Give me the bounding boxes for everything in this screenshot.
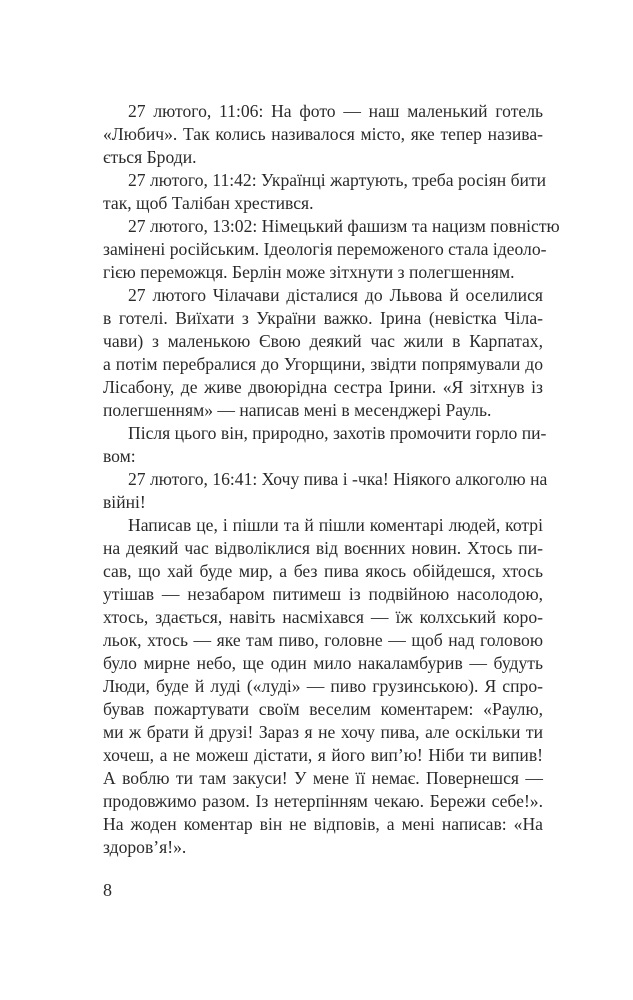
text-line: бував пожартувати своїм веселим коментарем: «Раулю, (103, 699, 543, 719)
text-line: замінені російським. Ідеологія переможеного стала ідеоло- (103, 239, 547, 259)
text-line: 27 лютого, 13:02: Німецький фашизм та нацизм повністю (128, 216, 560, 236)
text-line: льок, хтось — яке там пиво, головне — щоб над головою (103, 630, 543, 650)
text-line: чави) з маленькою Євою деякий час жили в Карпатах, (103, 331, 543, 351)
text-line: А воблю ти там закуси! У мене її немає. Повернешся — (103, 768, 543, 788)
text-line: Люди, буде й луді («луді» — пиво грузинською). Я спро- (103, 676, 543, 696)
text-line: ми ж брати й друзі! Зараз я не хочу пива, але оскільки ти (103, 722, 543, 742)
text-line: війні! (103, 492, 146, 512)
text-line: сав, що хай буде мир, а без пива якось обійдешся, хтось (103, 561, 543, 581)
text-line: на деякий час відволіклися від воєнних новин. Хтось пи- (103, 538, 543, 558)
page-number: 8 (103, 880, 112, 900)
text-line: вом: (103, 446, 136, 466)
text-line: хтось, здається, навіть насміхався — їж колхський коро- (103, 607, 543, 627)
text-line: продовжимо разом. Із нетерпінням чекаю. Бережи себе!». (103, 791, 543, 811)
text-line: хочеш, а не можеш дістати, я його вип’ю! Ніби ти випив! (103, 745, 543, 765)
text-line: На жоден коментар він не відповів, а мені написав: «На (103, 814, 543, 834)
text-line: 27 лютого Чілачави дісталися до Львова й оселилися (128, 285, 543, 305)
text-line: 27 лютого, 11:42: Українці жартують, треба росіян бити (128, 170, 547, 190)
text-line: здоров’я!». (103, 837, 187, 857)
text-line: Після цього він, природно, захотів промочити горло пи- (128, 423, 547, 443)
text-line: Лісабону, де живе двоюрідна сестра Ірини. «Я зітхнув із (103, 377, 543, 397)
page-body-text (103, 100, 560, 859)
text-line: в готелі. Виїхати з України важко. Ірина (невістка Чіла- (103, 308, 543, 328)
text-line: полегшенням» — написав мені в месенджері Рауль. (103, 400, 492, 420)
text-line: 27 лютого, 11:06: На фото — наш маленький готель (128, 101, 543, 121)
text-line: було мирне небо, ще один мило накаламбурив — будуть (103, 653, 543, 673)
text-line: Написав це, і пішли та й пішли коментарі людей, котрі (128, 515, 543, 535)
text-line: гією переможця. Берлін може зітхнути з полегшенням. (103, 262, 515, 282)
text-line: ється Броди. (103, 147, 197, 167)
text-line: а потім перебралися до Угорщини, звідти попрямували до (103, 354, 543, 374)
text-line: так, щоб Талібан хрестився. (103, 193, 314, 213)
text-line: 27 лютого, 16:41: Хочу пива і -чка! Ніякого алкоголю на (128, 469, 548, 489)
text-line: «Любич». Так колись називалося місто, яке тепер назива- (103, 124, 543, 144)
text-line: утішав — незабаром питимеш із подвійною насолодою, (103, 584, 543, 604)
